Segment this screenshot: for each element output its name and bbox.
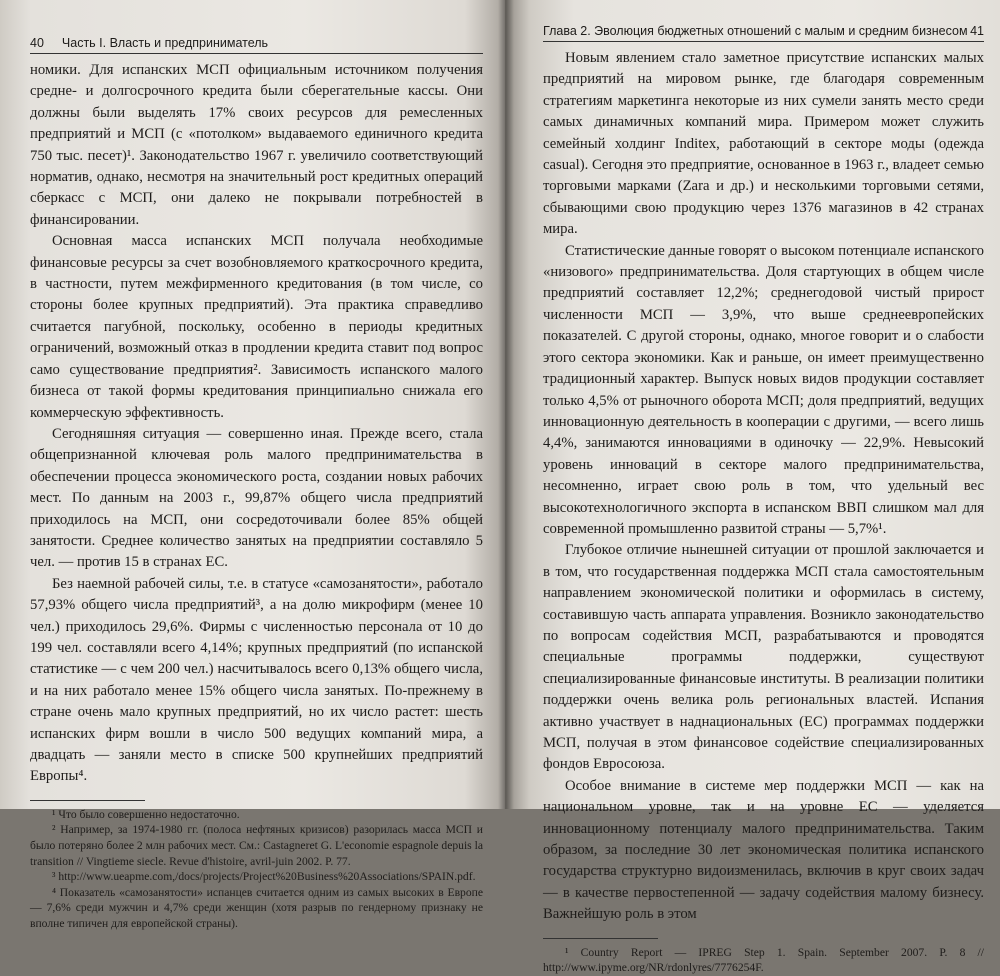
footnote: ¹ Country Report — IPREG Step 1. Spain. September 2007. P. 8 // http://www.ipyme.org/NR/rdonlyres/7776254F.	[543, 945, 984, 975]
right-footnotes	[543, 945, 984, 976]
footnote: ² Например, за 1974-1980 гг. (полоса нефтяных кризисов) разорилась масса МСП и было потеряно более 2 млн рабочих мест. См.: Castagneret G. L'economie espagnole depuis la transition // Vingtieme siecle. Revue d'histoire, avril-juin 2002. P. 77.	[30, 823, 483, 868]
left-body-text	[30, 60, 483, 788]
left-page-number: 40	[30, 36, 44, 50]
footnote-rule	[30, 800, 145, 801]
footnote: ⁴ Показатель «самозанятости» испанцев считается одним из самых высоких в Европе — 7,6% среди мужчин и 4,7% среди женщин (хотя разрыв по гендерному признаку не вполне типичен для европейской страны).	[30, 885, 483, 930]
right-running-head-title: Глава 2. Эволюция бюджетных отношений с малым и средним бизнесом	[543, 24, 968, 38]
left-running-head	[30, 36, 483, 54]
footnote: ¹ Что было совершенно недостаточно.	[52, 807, 240, 821]
paragraph: Основная масса испанских МСП получала необходимые финансовые ресурсы за счет возобновляемого краткосрочного кредита, в частности, путем межфирменного кредитования (в том числе, со стороны более крупных предприятий). Эта практика справедливо считается пагубной, поскольку, особенно в периоды кредитных ограничений, возможный отказ в продлении кредита ставит под вопрос само существование предприятия². Зависимость испанского малого бизнеса от такой формы кредитования принципиально снижала его коммерческую эффективность.	[30, 233, 483, 421]
paragraph: Новым явлением стало заметное присутствие испанских малых предприятий на мировом рынке, где благодаря современным стратегиям маркетинга некоторые из них сумели занять место среди самых динамичных компаний мира. Примером может служить семейный холдинг Inditex, работающий в секторе моды (одежда casual). Сегодня это предприятие, основанное в 1963 г., владеет семью торговыми марками (Zara и др.) и несколькими торговыми сетями, сбывающими свою продукцию через 1376 магазинов в 42 странах мира.	[543, 50, 984, 238]
right-running-head	[543, 24, 984, 42]
paragraph: номики. Для испанских МСП официальным источником получения средне- и долгосрочного кредита были сберегательные кассы. Они должны были выделять 17% своих ресурсов для ремесленных предприятий и МСП (с «потолком» выдаваемого единичного кредита 750 тыс. песет)¹. Законодательство 1967 г. увеличило соответствующий норматив, однако, несмотря на значительный рост кредитных операций сберкасс с МСП, они далеко не покрывали потребностей в финансировании.	[30, 62, 483, 228]
paragraph: Статистические данные говорят о высоком потенциале испанского «низового» предпринимательства. Доля стартующих в общем числе предприятий составляет 12,2%; среднегодовой чистый прирост численности МСП — 3,9%, что выше среднеевропейских показателей. С другой стороны, однако, многое говорит и о слабости этого сектора экономики. Как и раньше, он имеет преимущественно традиционный характер. Выпуск новых видов продукции составляет только 4,5% от рыночного оборота МСП; доля предприятий, ведущих инновационную деятельность в кооперации с другими, — всего лишь 4,4%, занимаются инновациями в одиночку — 22,9%. Невысокий уровень инноваций в секторе малого предпринимательства, несомненно, играет свою роль в том, что удельный вес высокотехнологичного экспорта в испанском ВВП слишком мал для современной промышленно развитой страны — 5,7%¹.	[543, 242, 984, 537]
footnote-rule	[543, 938, 658, 939]
right-page	[505, 0, 1000, 975]
paragraph: Без наемной рабочей силы, т.е. в статусе «самозанятости», работало 57,93% общего числа предприятий³, а на долю микрофирм (менее 10 чел.) приходилось 29,6%. Фирмы с численностью персонала от 10 до 199 чел. составляли всего 4,14%; крупных предприятий (по испанской статистике — с чем 200 чел.) насчитывалось всего 0,13% общего числа, и на них работало менее 15% общего числа занятых. По-прежнему в стране очень мало крупных предприятий, но их число растет: шесть испанских фирм вошли в число 500 ведущих компаний мира, а двадцать — заняли место в списке 500 крупнейших предприятий Европы⁴.	[30, 575, 483, 785]
paragraph: Особое внимание в системе мер поддержки МСП — как на национальном уровне, так и на уровне ЕС — уделяется инновационному потенциалу малого предпринимательства. Таким образом, за последние 30 лет экономическая политика испанского государства структурно видоизменилась, включив в круг своих задач — в качестве первостепенной — задачу содействия малому бизнесу. Важнейшую роль в этом	[543, 777, 984, 923]
footnote: ³ http://www.ueapme.com,/docs/projects/Project%20Business%20Associations/SPAIN.pdf.	[52, 870, 476, 884]
left-page	[0, 0, 505, 930]
paragraph: Глубокое отличие нынешней ситуации от прошлой заключается и в том, что государственная поддержка МСП стала самостоятельным направлением экономической политики и оформилась в систему, составившую часть аппарата управления. Возникло законодательство по вопросам содействия МСП, разрабатываются и проводятся специальные программы поддержки, существуют специализированные финансовые институты. В реализации политики поддержки очень велика роль региональных властей. Испания активно участвует в наднациональных (ЕС) программах поддержки МСП, получая в этом финансовое содействие специализированных фондов Евросоюза.	[543, 542, 984, 773]
right-page-number: 41	[970, 24, 984, 38]
left-running-head-title: Часть I. Власть и предприниматель	[61, 36, 269, 50]
paragraph: Сегодняшняя ситуация — совершенно иная. Прежде всего, стала общепризнанной ключевая роль малого предпринимательства в обеспечении процесса экономического роста, создании новых рабочих мест. По данным на 2003 г., 99,87% общего числа предприятий приходилось на МСП, они сосредоточивали более 85% общей занятости. Среднее количество занятых на предприятии составляло 5 чел. — против 15 в странах ЕС.	[30, 425, 483, 571]
right-body-text	[543, 48, 984, 926]
book-gutter-shadow	[498, 0, 514, 809]
left-footnotes	[30, 807, 483, 932]
